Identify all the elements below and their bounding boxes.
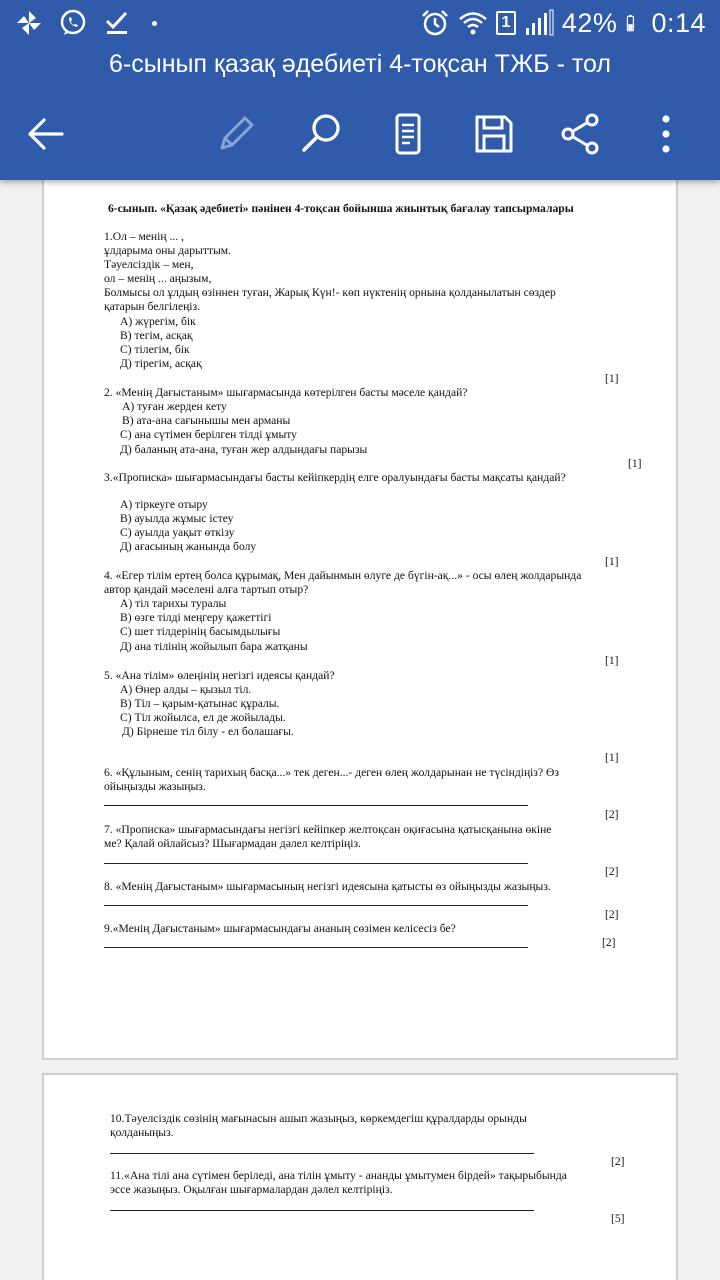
document-title: 6-сынып қазақ әдебиеті 4-тоқсан ТЖБ - тол	[109, 50, 611, 78]
q1-score: [1]	[605, 372, 619, 385]
q11-score: [5]	[611, 1212, 625, 1225]
q5-option: В) Тіл – қарым-қатынас құралы.	[120, 697, 280, 710]
dot-icon	[152, 21, 157, 26]
q5-option: С) Тіл жойылса, ел де жойылады.	[120, 711, 286, 724]
q1-option: А) жүрегім, бік	[120, 315, 196, 328]
q11-line: 11.«Ана тілі ана сүтімен беріледі, ана тілін ұмыту - ананды ұмытумен бірдей» тақырыбында	[110, 1169, 567, 1182]
q5-option: А) Өнер алды – қызыл тіл.	[120, 683, 252, 696]
q1-line: Болмысы ол ұлдың өзіннен туған, Жарық Күн!- көп нүктенің орнына қолданылатын сөздер	[104, 286, 556, 299]
q10-score: [2]	[611, 1155, 625, 1168]
signal-icon	[524, 8, 554, 38]
doc-heading: 6-сынып. «Қазақ әдебиеті» пәнінен 4-тоқсан бойынша жиынтық бағалау тапсырмалары	[108, 202, 574, 215]
q4-option: В) өзге тілді меңгеру қажеттігі	[120, 611, 272, 624]
q1-option: В) тегім, асқақ	[120, 329, 193, 342]
q1-line: ол – менің ... аңызым,	[104, 272, 212, 285]
q1-line: 1.Ол – менің ... ,	[104, 230, 184, 243]
app-bar	[0, 0, 720, 180]
search-icon[interactable]	[298, 110, 346, 158]
answer-line	[104, 805, 528, 806]
q3-option: В) ауылда жұмыс істеу	[120, 512, 234, 525]
q9-score: [2]	[602, 936, 616, 949]
q10-line: қолданыңыз.	[110, 1126, 174, 1139]
q5-question: 5. «Ана тілім» өлеңінің негізгі идеясы қандай?	[104, 669, 335, 682]
q3-score: [1]	[605, 555, 619, 568]
back-arrow-icon[interactable]	[22, 110, 70, 158]
q1-line: қатарын белгілеңіз.	[104, 300, 201, 313]
alarm-icon	[420, 8, 450, 38]
q8-score: [2]	[605, 908, 619, 921]
answer-line	[104, 863, 528, 864]
q2-option: В) ата-ана сағынышы мен арманы	[122, 414, 291, 427]
q6-score: [2]	[605, 808, 619, 821]
check-icon	[102, 8, 132, 38]
q4-option: С) шет тілдерінің басымдылығы	[120, 625, 281, 638]
q4-line: автор қандай мәселені алға тартып отыр?	[104, 583, 309, 596]
answer-line	[110, 1153, 534, 1154]
q3-option: Д) ағасының жанында болу	[120, 540, 257, 553]
clock: 0:14	[651, 7, 706, 38]
wifi-icon	[458, 8, 488, 38]
sim-badge: 1	[496, 11, 516, 35]
q7-line: ме? Қалай ойлайсыз? Шығармадан дәлел келтіріңіз.	[104, 837, 361, 850]
q7-score: [2]	[605, 865, 619, 878]
share-icon[interactable]	[556, 110, 604, 158]
answer-line	[104, 905, 528, 906]
q2-option: С) ана сүтімен берілген тілді ұмыту	[120, 428, 297, 441]
q5-option: Д) Бірнеше тіл білу - ел болашағы.	[122, 725, 294, 738]
q2-score: [1]	[628, 457, 642, 470]
battery-percent: 42%	[561, 7, 618, 38]
status-bar	[0, 0, 720, 46]
q4-line: 4. «Егер тілім ертең болса құрымақ, Мен дайынмын өлуге де бүгін-ақ...» - осы өлең жолдарында	[104, 569, 582, 582]
q1-line: Тәуелсіздік – мен,	[104, 258, 194, 271]
q2-option: А) туған жерден кету	[122, 400, 227, 413]
q9-question: 9.«Менің Дағыстаным» шығармасындағы ананың сөзімен келісесіз бе?	[104, 922, 456, 935]
q6-line: ойыңызды жазыңыз.	[104, 780, 206, 793]
q6-line: 6. «Құлыным, сенің тарихың басқа...» тек деген...- деген өлең жолдарынан не түсіндіңіз? Өз	[104, 766, 559, 779]
q2-option: Д) баланың ата-ана, туған жер алдындағы парызы	[120, 443, 368, 456]
q1-option: Д) тірегім, асқақ	[120, 357, 202, 370]
pinwheel-icon	[14, 8, 44, 38]
q2-question: 2. «Менің Дағыстаным» шығармасында көтерілген басты мәселе қандай?	[104, 386, 468, 399]
q4-option: А) тіл тарихы туралы	[120, 597, 227, 610]
battery-icon	[625, 8, 643, 38]
edit-pencil-icon[interactable]	[212, 110, 260, 158]
more-options-icon[interactable]	[642, 110, 690, 158]
q1-option: С) тілегім, бік	[120, 343, 190, 356]
reading-view-icon[interactable]	[384, 110, 432, 158]
q11-line: эссе жазыңыз. Оқылған шығармалардан дәлел келтіріңіз.	[110, 1183, 393, 1196]
answer-line	[104, 947, 528, 948]
q7-line: 7. «Прописка» шығармасындағы негізгі кейіпкер желтоқсан оқиғасына қатысқанына өкіне	[104, 823, 552, 836]
q3-question: 3.«Прописка» шығармасындағы басты кейіпкердің елге оралуындағы басты мақсаты қандай?	[104, 471, 566, 484]
document-page-2	[42, 1073, 678, 1280]
q4-option: Д) ана тілінің жойылып бара жатқаны	[120, 640, 308, 653]
save-icon[interactable]	[470, 110, 518, 158]
q8-question: 8. «Менің Дағыстаным» шығармасының негізгі идеясына қатысты өз ойыңызды жазыңыз.	[104, 880, 551, 893]
q1-line: ұлдарыма оны дарыттым.	[104, 244, 231, 257]
document-page-1	[42, 160, 678, 1060]
q4-score: [1]	[605, 654, 619, 667]
q5-score: [1]	[605, 751, 619, 764]
q3-option: С) ауылда уақыт өткізу	[120, 526, 235, 539]
q10-line: 10.Тәуелсіздік сөзінің мағынасын ашып жазыңыз, көркемдегіш құралдарды орынды	[110, 1112, 527, 1125]
whatsapp-icon	[58, 8, 88, 38]
q3-option: А) тіркеуге отыру	[120, 498, 208, 511]
answer-line	[110, 1210, 534, 1211]
